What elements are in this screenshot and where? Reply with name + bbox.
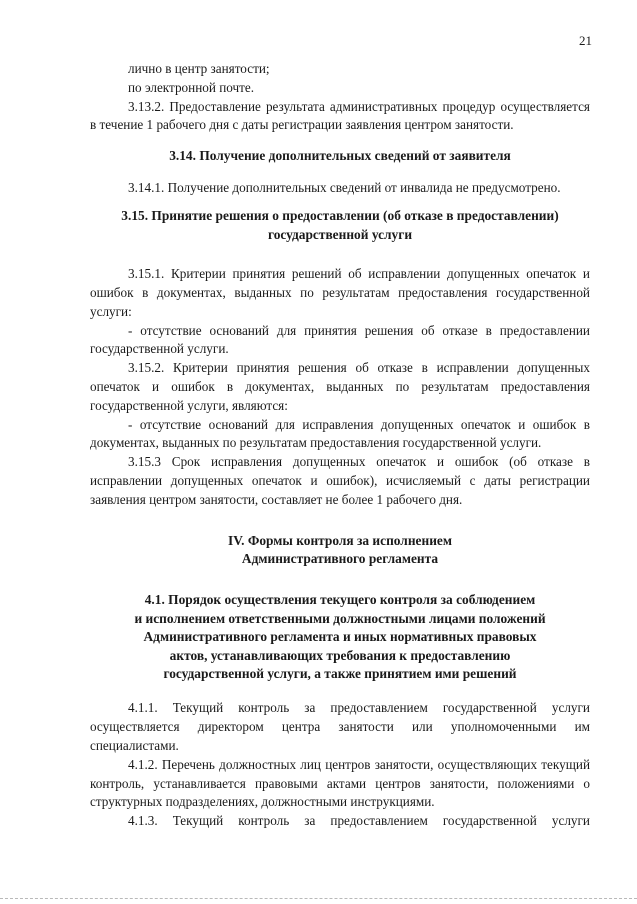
- paragraph: 3.15.1. Критерии принятия решений об исправлении допущенных опечаток и ошибок в документах, выданных по результатам предоставления государственной услуги:: [90, 266, 590, 319]
- paragraph: 3.15.2. Критерии принятия решения об отказе в исправлении допущенных опечаток и ошибок в документах, выданных по результатам предоставления государственной услуги, являются:: [90, 360, 590, 413]
- page-bottom-edge: [0, 898, 637, 899]
- section-heading-line: актов, устанавливающих требования к предоставлению: [169, 647, 511, 663]
- document-body: [90, 60, 590, 831]
- section-heading-line: 3.14. Получение дополнительных сведений от заявителя: [169, 148, 511, 164]
- section-heading-line: государственной услуги, а также принятием ими решений: [163, 666, 517, 681]
- section-heading-line: Административного регламента: [241, 550, 439, 566]
- paragraph: по электронной почте.: [128, 79, 255, 95]
- section-heading-line: государственной услуги: [267, 226, 413, 242]
- paragraph: 4.1.3. Текущий контроль за предоставлением государственной услуги: [128, 813, 590, 829]
- paragraph: 3.14.1. Получение дополнительных сведений от инвалида не предусмотрено.: [128, 179, 561, 195]
- paragraph: 3.15.3 Срок исправления допущенных опечаток и ошибок (об отказе в исправлении допущенных опечаток и ошибок), исчисляемый с даты регистрации заявления центром занятости, составляет не более 1 рабочего дня.: [90, 454, 590, 507]
- section-heading: [90, 532, 590, 569]
- section-heading: [90, 591, 590, 683]
- section-heading-line: 4.1. Порядок осуществления текущего контроля за соблюдением: [144, 592, 536, 608]
- paragraph: лично в центр занятости;: [128, 61, 270, 76]
- section-heading-line: и исполнением ответственными должностными лицами положений: [134, 610, 546, 626]
- page-number: 21: [579, 33, 592, 48]
- paragraph: 4.1.2. Перечень должностных лиц центров занятости, осуществляющих текущий контроль, устанавливается правовыми актами центров занятости, положениями о структурных подразделениях, должностными инструкциями.: [90, 756, 590, 810]
- section-heading: [90, 147, 590, 165]
- section-heading-line: IV. Формы контроля за исполнением: [228, 532, 452, 548]
- section-heading: [90, 207, 590, 244]
- section-heading-line: 3.15. Принятие решения о предоставлении (об отказе в предоставлении): [121, 208, 559, 224]
- section-heading-line: Административного регламента и иных нормативных правовых: [143, 629, 537, 645]
- paragraph: 4.1.1. Текущий контроль за предоставлением государственной услуги осуществляется директором центра занятости или уполномоченными им специалистами.: [90, 700, 590, 753]
- paragraph: 3.13.2. Предоставление результата административных процедур осуществляется в течение 1 рабочего дня с даты регистрации заявления центром занятости.: [90, 98, 590, 133]
- paragraph: - отсутствие оснований для принятия решения об отказе в предоставлении государственной услуги.: [90, 322, 590, 357]
- paragraph: - отсутствие оснований для исправления допущенных опечаток и ошибок в документах, выданных по результатам предоставления государственной услуги.: [90, 416, 590, 451]
